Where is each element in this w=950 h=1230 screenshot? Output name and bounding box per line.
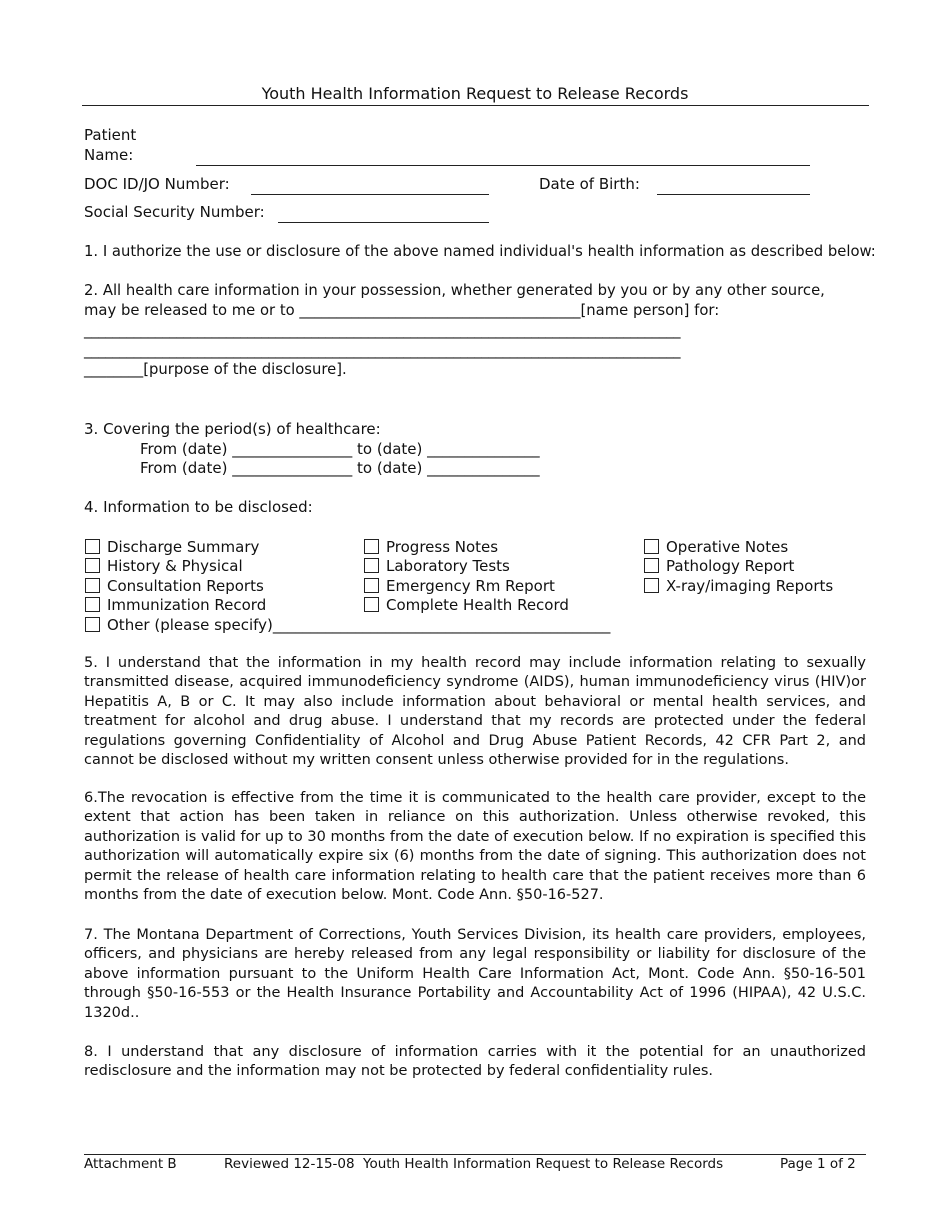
- section-6-text: 6.The revocation is effective from the time it is communicated to the health care provider, except to the extent that action has been taken in reliance on this authorization. Unless otherwise revoked, this authorization is valid for up to 30 months from the date of execution below. If no expiration is specified this authorization will automatically expire six (6) months from the date of signing. This authorization does not permit the release of health care information relating to health care that the patient receives more than 6 months from the date of execution below. Mont. Code Ann. §50-16-527.: [84, 790, 866, 904]
- checkbox-discharge-summary[interactable]: [85, 538, 259, 556]
- footer-reviewed: Reviewed 12-15-08: [224, 1156, 355, 1172]
- checkbox-consultation-reports[interactable]: [85, 577, 264, 595]
- checkbox-label[interactable]: Other (please specify)_____________________________________________: [107, 616, 611, 634]
- section-5-text: 5. I understand that the information in my health record may include information relating to sexually transmitted disease, acquired immunodeficiency syndrome (AIDS), human immunodeficiency virus (HIV)or Hepatitis A, B or C. It may also include information about behavioral or mental health services, and treatment for alcohol and drug abuse. I understand that my records are protected under the federal regulations governing Confidentiality of Alcohol and Drug Abuse Patient Records, 42 CFR Part 2, and cannot be disclosed without my written consent unless otherwise provided for in the regulations.: [84, 655, 866, 769]
- checkbox-box[interactable]: [85, 558, 100, 573]
- section-2-line-5[interactable]: ________[purpose of the disclosure].: [84, 361, 347, 378]
- period-row-2[interactable]: From (date) ________________ to (date) _______________: [140, 459, 540, 477]
- section-2-line-2[interactable]: may be released to me or to ______________________________________[name person] for:: [84, 302, 720, 319]
- doc-id-field[interactable]: [251, 194, 489, 195]
- checkbox-label: Pathology Report: [666, 557, 795, 575]
- footer-attachment: Attachment B: [84, 1156, 177, 1172]
- section-2-line-1: 2. All health care information in your possession, whether generated by you or by any other source,: [84, 282, 825, 299]
- checkbox-label: Immunization Record: [107, 596, 267, 614]
- checkbox-operative-notes[interactable]: [644, 538, 788, 556]
- doc-id-label: DOC ID/JO Number:: [84, 175, 230, 193]
- patient-name-label-1: Patient: [84, 126, 137, 144]
- footer-divider: [84, 1154, 866, 1155]
- checkbox-box[interactable]: [644, 558, 659, 573]
- checkbox-label: Operative Notes: [666, 538, 789, 556]
- checkbox-xray-imaging-reports[interactable]: [644, 577, 833, 595]
- title-divider: [82, 105, 869, 106]
- patient-name-field[interactable]: [196, 165, 810, 166]
- checkbox-pathology-report[interactable]: [644, 557, 794, 575]
- section-7-text: 7. The Montana Department of Corrections, Youth Services Division, its health care providers, employees, officers, and physicians are hereby released from any legal responsibility or liability for disclosure of the above information pursuant to the Uniform Health Care Information Act, Mont. Code Ann. §50-16-501 through §50-16-553 or the Health Insurance Portability and Accountability Act of 1996 (HIPAA), 42 U.S.C. 1320d..: [84, 927, 866, 1021]
- checkbox-box[interactable]: [364, 578, 379, 593]
- dob-label: Date of Birth:: [539, 175, 640, 193]
- checkbox-box[interactable]: [85, 617, 100, 632]
- checkbox-emergency-rm-report[interactable]: [364, 577, 555, 595]
- checkbox-laboratory-tests[interactable]: [364, 557, 510, 575]
- section-2-line-4[interactable]: ____________________________________________________________________________________: [84, 342, 681, 359]
- checkbox-box[interactable]: [364, 539, 379, 554]
- checkbox-immunization-record[interactable]: [85, 596, 266, 614]
- ssn-field[interactable]: [278, 222, 489, 223]
- checkbox-box[interactable]: [644, 578, 659, 593]
- patient-name-label-2: Name:: [84, 146, 134, 164]
- page-title: Youth Health Information Request to Release Records: [261, 84, 689, 103]
- checkbox-box[interactable]: [85, 597, 100, 612]
- checkbox-history-physical[interactable]: [85, 557, 243, 575]
- checkbox-box[interactable]: [364, 558, 379, 573]
- checkbox-box[interactable]: [85, 539, 100, 554]
- checkbox-label: Consultation Reports: [107, 577, 264, 595]
- checkbox-label: X-ray/imaging Reports: [666, 577, 834, 595]
- checkbox-complete-health-record[interactable]: [364, 596, 569, 614]
- footer-page-number: Page 1 of 2: [780, 1156, 856, 1172]
- checkbox-label: Laboratory Tests: [386, 557, 510, 575]
- section-3-heading: 3. Covering the period(s) of healthcare:: [84, 420, 381, 438]
- checkbox-other[interactable]: [85, 616, 610, 634]
- checkbox-label: Complete Health Record: [386, 596, 569, 614]
- checkbox-progress-notes[interactable]: [364, 538, 498, 556]
- checkbox-label: Progress Notes: [386, 538, 499, 556]
- period-row-1[interactable]: From (date) ________________ to (date) _______________: [140, 440, 540, 458]
- checkbox-box[interactable]: [644, 539, 659, 554]
- checkbox-label: Emergency Rm Report: [386, 577, 555, 595]
- checkbox-box[interactable]: [364, 597, 379, 612]
- checkbox-label: Discharge Summary: [107, 538, 260, 556]
- section-4-heading: 4. Information to be disclosed:: [84, 498, 313, 516]
- section-1-text: 1. I authorize the use or disclosure of the above named individual's health information as described below:: [84, 243, 876, 260]
- checkbox-box[interactable]: [85, 578, 100, 593]
- section-2-line-3[interactable]: ____________________________________________________________________________________: [84, 322, 681, 339]
- dob-field[interactable]: [657, 194, 810, 195]
- footer-title: Youth Health Information Request to Release Records: [363, 1156, 724, 1172]
- section-8-text: 8. I understand that any disclosure of information carries with it the potential for an unauthorized redisclosure and the information may not be protected by federal confidentiality rules.: [84, 1044, 866, 1080]
- ssn-label: Social Security Number:: [84, 203, 265, 221]
- checkbox-label: History & Physical: [107, 557, 243, 575]
